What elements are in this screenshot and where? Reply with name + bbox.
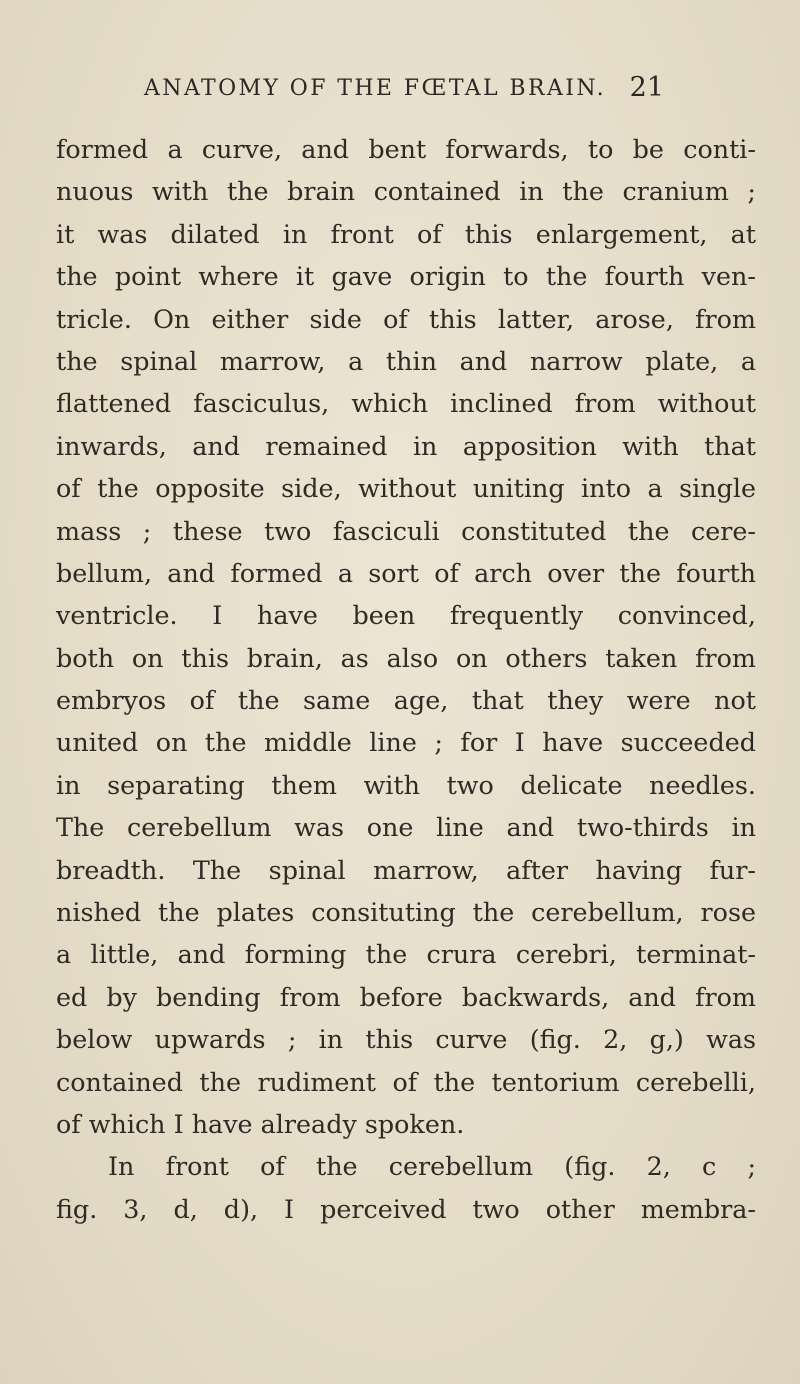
text-line: of the opposite side, without uniting into a single — [56, 473, 756, 504]
running-title: ANATOMY OF THE FŒTAL BRAIN. — [144, 76, 606, 101]
text-line: of which I have already spoken. — [56, 1108, 465, 1139]
text-line: nuous with the brain contained in the cranium ; — [56, 176, 756, 207]
text-line: the spinal marrow, a thin and narrow plate, a — [56, 345, 756, 376]
text-line: it was dilated in front of this enlargement, at — [56, 218, 756, 249]
text-line: inwards, and remained in apposition with that — [56, 430, 756, 461]
text-line: In front of the cerebellum (fig. 2, c ; — [108, 1151, 756, 1182]
text-line: united on the middle line ; for I have succeeded — [56, 727, 756, 758]
text-line: The cerebellum was one line and two-thirds in — [56, 812, 756, 843]
text-line: bellum, and formed a sort of arch over the fourth — [56, 557, 756, 588]
text-line: in separating them with two delicate needles. — [56, 769, 756, 800]
text-line: fig. 3, d, d), I perceived two other membra- — [56, 1193, 756, 1224]
text-line: mass ; these two fasciculi constituted the cere- — [56, 515, 756, 546]
text-line: formed a curve, and bent forwards, to be conti- — [56, 134, 756, 164]
page-number: 21 — [629, 72, 664, 103]
text-line: below upwards ; in this curve (fig. 2, g,) was — [56, 1024, 756, 1055]
text-line: breadth. The spinal marrow, after having fur- — [56, 854, 756, 885]
text-line: both on this brain, as also on others taken from — [56, 642, 756, 673]
text-line: the point where it gave origin to the fourth ven- — [56, 261, 756, 292]
text-line: contained the rudiment of the tentorium cerebelli, — [56, 1066, 756, 1097]
text-line: embryos of the same age, that they were not — [56, 685, 756, 716]
text-line: nished the plates consituting the cerebellum, rose — [56, 897, 756, 928]
body-text — [56, 128, 756, 1230]
text-line: a little, and forming the crura cerebri, terminat- — [56, 939, 756, 970]
text-line: ventricle. I have been frequently convinced, — [56, 600, 756, 631]
text-line: flattened fasciculus, which inclined from without — [56, 388, 756, 419]
text-line: ed by bending from before backwards, and from — [56, 981, 756, 1012]
text-line: tricle. On either side of this latter, arose, from — [56, 303, 756, 334]
running-header — [144, 72, 664, 103]
